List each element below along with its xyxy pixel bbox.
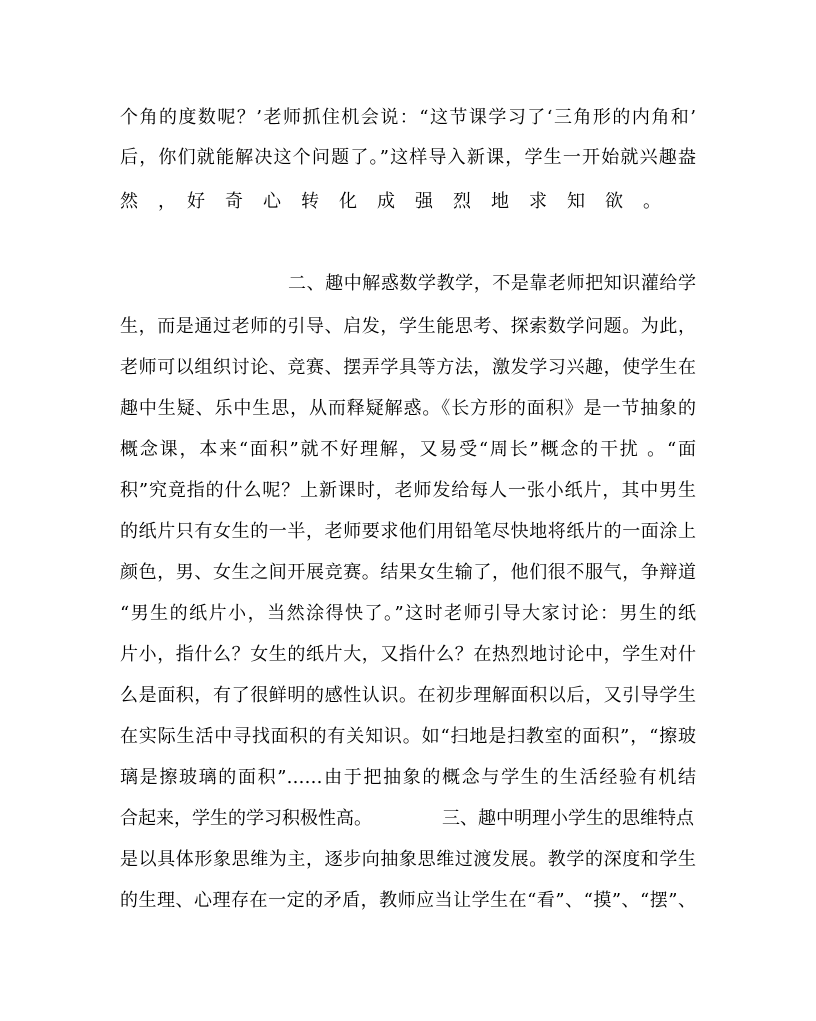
paragraph-line: “男生的纸片小，当然涂得快了。”这时老师引导大家讨论：男生的纸 <box>120 603 696 624</box>
paragraph-line: 老师可以组织讨论、竞赛、摆弄学具等方法，激发学习兴趣，使学生在 <box>120 357 696 378</box>
paragraph-line: 的生理、心理存在一定的矛盾，教师应当让学生在“看”、“摸”、“摆”、 <box>120 890 696 911</box>
paragraph-line: 然 ， 好 奇 心 转 化 成 强 烈 地 求 知 欲 。 <box>120 191 662 212</box>
paragraph-line: 生，而是通过老师的引导、启发，学生能思考、探索数学问题。为此， <box>120 316 696 337</box>
paragraph-line: 个角的度数呢？’老师抓住机会说：“这节课学习了‘三角形的内角和’ <box>120 107 696 128</box>
paragraph-line: 的纸片只有女生的一半，老师要求他们用铅笔尽快地将纸片的一面涂上 <box>120 521 696 542</box>
paragraph-line: 么是面积，有了很鲜明的感性认识。在初步理解面积以后，又引导学生 <box>120 685 696 706</box>
paragraph-line <box>120 807 696 831</box>
section-heading-line: 二、趣中解惑数学教学，不是靠老师把知识灌给学 <box>288 273 696 294</box>
paragraph-line: 片小，指什么？女生的纸片大，又指什么？在热烈地讨论中，学生对什 <box>120 644 696 665</box>
paragraph-end-text: 合起来，学生的学习积极性高。 <box>120 808 372 829</box>
paragraph-line: 概念课，本来“面积”就不好理解，又易受“周长”概念的干扰 。“面 <box>120 439 696 460</box>
paragraph-line: 趣中生疑、乐中生思，从而释疑解惑。《长方形的面积》是一节抽象的 <box>120 398 696 419</box>
paragraph-line: 后，你们就能解决这个问题了。”这样导入新课，学生一开始就兴趣盎 <box>120 147 696 168</box>
paragraph-line: 积”究竟指的什么呢？上新课时，老师发给每人一张小纸片，其中男生 <box>120 480 696 501</box>
paragraph-line: 颜色，男、女生之间开展竞赛。结果女生输了，他们很不服气，争辩道 <box>120 562 696 583</box>
paragraph-line: 璃是擦玻璃的面积”……由于把抽象的概念与学生的生活经验有机结 <box>120 767 696 788</box>
section-heading-text: 三、趣中明理小学生的思维特点 <box>442 808 694 829</box>
paragraph-line: 是以具体形象思维为主，逐步向抽象思维过渡发展。教学的深度和学生 <box>120 849 696 870</box>
paragraph-line: 在实际生活中寻找面积的有关知识。如“扫地是扫教室的面积”，“擦玻 <box>120 726 696 747</box>
